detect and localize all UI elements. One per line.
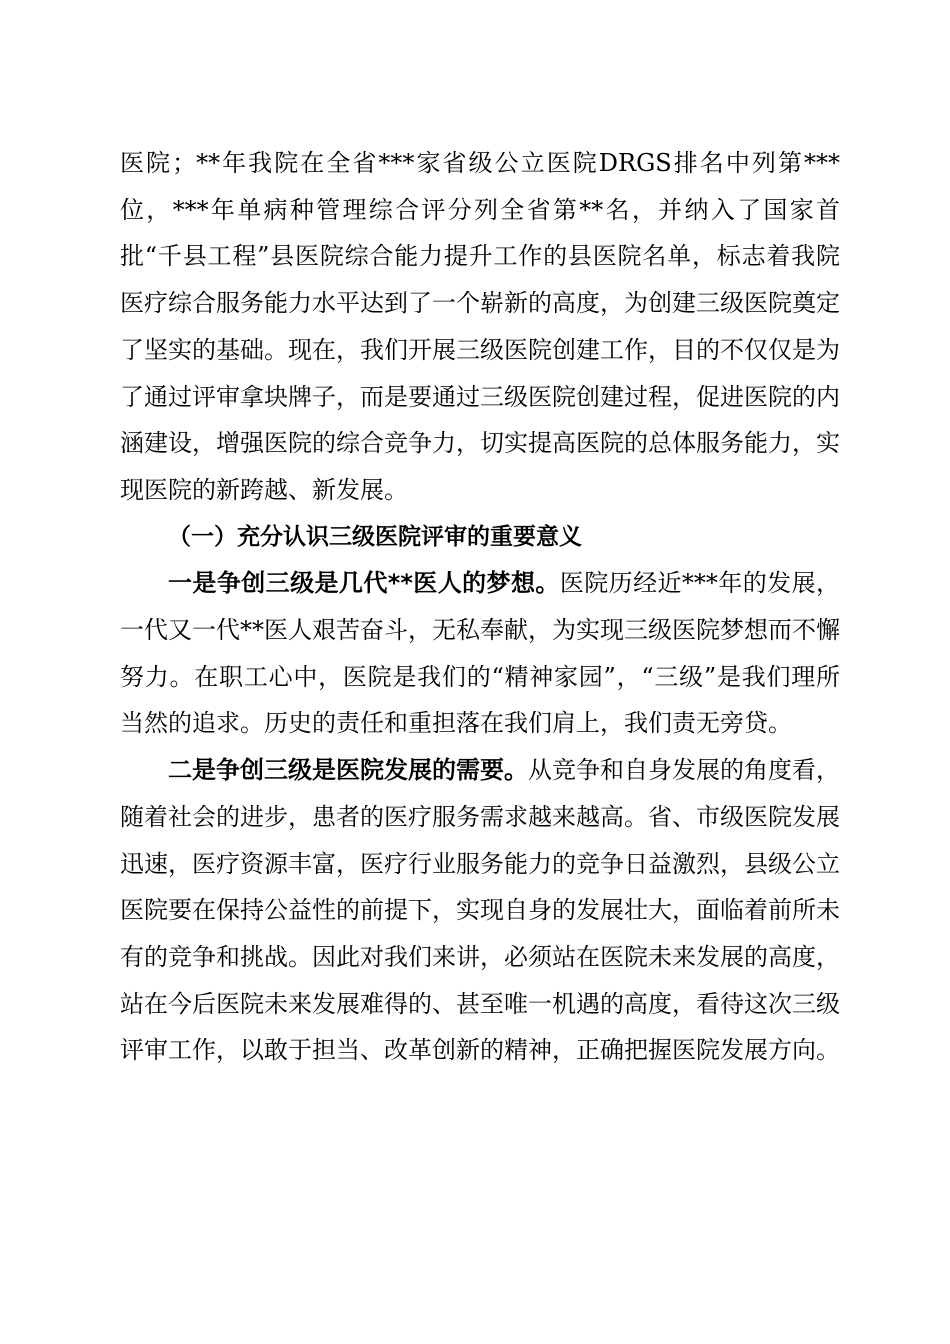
point-two-paragraph xyxy=(120,747,840,1074)
point-one-text: 医院历经近***年的发展，一代又一代**医人艰苦奋斗，无私奉献，为实现三级医院梦想而不懈努力。在职工心中，医院是我们的“精神家园”，“三级”是我们理所当然的追求。历史的责任和重担落在我们肩上，我们责无旁贷。 xyxy=(120,569,841,738)
paragraph-continuation: 医院；**年我院在全省***家省级公立医院DRGS排名中列第***位，***年单病种管理综合评分列全省第**名，并纳入了国家首批“千县工程”县医院综合能力提升工作的县医院名单，标志着我院医疗综合服务能力水平达到了一个崭新的高度，为创建三级医院奠定了坚实的基础。现在，我们开展三级医院创建工作，目的不仅仅是为了通过评审拿块牌子，而是要通过三级医院创建过程，促进医院的内涵建设，增强医院的综合竞争力，切实提高医院的总体服务能力，实现医院的新跨越、新发展。 xyxy=(120,149,840,504)
point-one-paragraph xyxy=(120,560,840,747)
point-one-lead: 一是争创三级是几代**医人的梦想。 xyxy=(168,569,560,598)
point-two-text: 从竞争和自身发展的角度看，随着社会的进步，患者的医疗服务需求越来越高。省、市级医院发展迅速，医疗资源丰富，医疗行业服务能力的竞争日益激烈，县级公立医院要在保持公益性的前提下，实现自身的发展壮大，面临着前所未有的竞争和挑战。因此对我们来讲，必须站在医院未来发展的高度，站在今后医院未来发展难得的、甚至唯一机遇的高度，看待这次三级评审工作，以敢于担当、改革创新的精神，正确把握医院发展方向。 xyxy=(120,756,840,1065)
document-body xyxy=(120,140,840,1074)
point-two-lead: 二是争创三级是医院发展的需要。 xyxy=(168,756,528,785)
section-heading: （一）充分认识三级医院评审的重要意义 xyxy=(168,523,582,550)
